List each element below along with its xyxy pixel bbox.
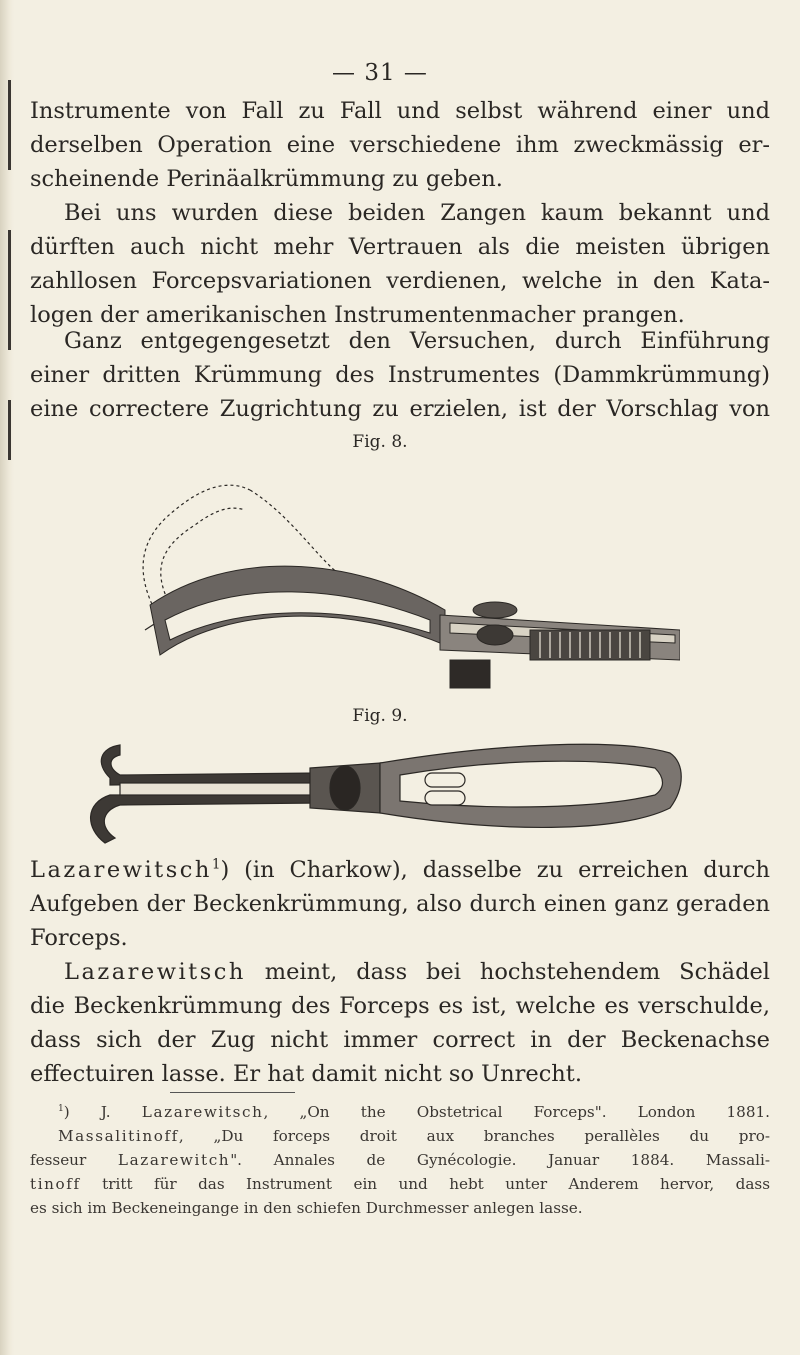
text-fragment: fesseur bbox=[30, 1151, 118, 1169]
text-line: derselben Operation eine verschiedene ihm zweckmässig er- bbox=[30, 132, 770, 158]
text-line: einer dritten Krümmung des Instrumentes (Dammkrümmung) bbox=[30, 362, 770, 388]
figure-9-forceps-illustration bbox=[80, 733, 700, 848]
paragraph-5 bbox=[30, 955, 770, 1091]
text-fragment: , „Du forceps droit aux branches perallèles du pro- bbox=[178, 1127, 770, 1145]
text-fragment: tritt für das Instrument ein und hebt unter Anderem hervor, dass bbox=[80, 1175, 770, 1193]
text-line: Forceps. bbox=[30, 925, 128, 951]
footnote-separator bbox=[170, 1092, 295, 1093]
figure-8-caption: Fig. 8. bbox=[352, 432, 408, 452]
paragraph-3 bbox=[30, 324, 770, 426]
text-line: scheinende Perinäalkrümmung zu geben. bbox=[30, 166, 503, 192]
text-line bbox=[30, 955, 770, 989]
text-line bbox=[30, 853, 770, 887]
text-line: eine correctere Zugrichtung zu erzielen, ist der Vorschlag von bbox=[30, 396, 770, 422]
book-spine-edge bbox=[0, 0, 14, 1355]
binding-mark bbox=[8, 230, 11, 350]
text-line: dass sich der Zug nicht immer correct in der Beckenachse bbox=[30, 1027, 770, 1053]
text-line: Ganz entgegengesetzt den Versuchen, durch Einführung bbox=[64, 328, 770, 354]
author-name: Lazarewitch bbox=[117, 1151, 231, 1169]
text-fragment: ) (in Charkow), dasselbe zu erreichen durch bbox=[220, 857, 770, 883]
text-line: zahllosen Forcepsvariationen verdienen, welche in den Kata- bbox=[30, 268, 770, 294]
footnote-line bbox=[30, 1124, 770, 1148]
forceps-blade-outline bbox=[250, 490, 340, 575]
forceps-lower-branch bbox=[91, 793, 320, 843]
author-name: Lazarewitsch bbox=[30, 857, 212, 883]
text-fragment: meint, dass bei hochstehendem Schädel bbox=[245, 959, 770, 985]
binding-mark bbox=[8, 80, 11, 170]
text-fragment: ) J. bbox=[63, 1103, 142, 1121]
footnote-marker: 1 bbox=[58, 1103, 64, 1114]
page-number: — 31 — bbox=[332, 60, 428, 86]
footnote bbox=[30, 1100, 770, 1220]
text-line: dürften auch nicht mehr Vertrauen als die meisten übrigen bbox=[30, 234, 770, 260]
paragraph-4 bbox=[30, 853, 770, 955]
text-line: die Beckenkrümmung des Forceps es ist, welche es verschulde, bbox=[30, 993, 770, 1019]
author-name: tinoff bbox=[30, 1175, 81, 1193]
footnote-marker: 1 bbox=[211, 856, 221, 873]
paragraph-2 bbox=[30, 196, 770, 332]
text-fragment: , „On the Obstetrical Forceps". London 1881. bbox=[263, 1103, 770, 1121]
footnote-line bbox=[30, 1172, 770, 1196]
footnote-line: es sich im Beckeneingange in den schiefen Durchmesser anlegen lasse. bbox=[30, 1199, 583, 1217]
paragraph-1 bbox=[30, 94, 770, 196]
author-name: Massalitinoff bbox=[58, 1127, 179, 1145]
forceps-upper-branch bbox=[101, 745, 320, 785]
text-fragment: ". Annales de Gynécologie. Januar 1884. Massali- bbox=[230, 1151, 770, 1169]
text-line: Bei uns wurden diese beiden Zangen kaum bekannt und bbox=[64, 200, 770, 226]
text-line: effectuiren lasse. Er hat damit nicht so Unrecht. bbox=[30, 1061, 582, 1087]
author-name: Lazarewitsch bbox=[64, 959, 246, 985]
text-line: Instrumente von Fall zu Fall und selbst während einer und bbox=[30, 98, 770, 124]
text-line: Aufgeben der Beckenkrümmung, also durch einen ganz geraden bbox=[30, 891, 770, 917]
text-line: logen der amerikanischen Instrumentenmacher prangen. bbox=[30, 302, 685, 328]
figure-9-caption: Fig. 9. bbox=[352, 706, 408, 726]
footnote-line bbox=[30, 1148, 770, 1172]
author-name: Lazarewitsch bbox=[141, 1103, 264, 1121]
figure-8-forceps-illustration bbox=[100, 455, 680, 695]
forceps-blade-hatching bbox=[150, 566, 445, 655]
forceps-handle bbox=[440, 602, 680, 688]
footnote-line bbox=[30, 1100, 770, 1124]
